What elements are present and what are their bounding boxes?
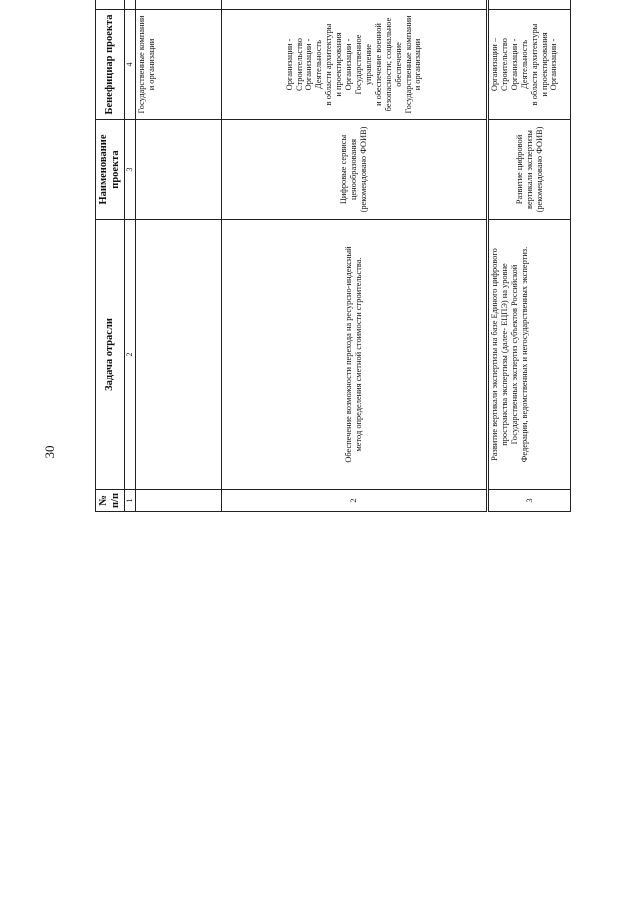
- row-beneficiary: Организации - Строительство Организации - Деятельность в области архитектуры и проектирования Организации - Государственное управление и обеспечение военной безопасности; социальное обеспечение Государственные компании и организации: [222, 10, 488, 120]
- col-index: 1: [125, 490, 136, 512]
- row-benefits: [222, 0, 488, 10]
- table-header-row: [96, 0, 125, 512]
- row-project: [136, 120, 222, 220]
- row-task: Развитие вертикали экспертизы на базе Единого цифрового пространства экспертизы (далее- ЕЦПЭ) на уровне Государственных экспертиз субъектов Российской Федерации, ведомственных и негосударственных экспертиз.: [488, 220, 571, 490]
- row-task: [136, 220, 222, 490]
- col-index: 2: [125, 220, 136, 490]
- column-index-row: [125, 0, 136, 512]
- row-num: 2: [222, 490, 488, 512]
- row-project: Развитие цифровой вертикали экспертизы (рекомендовано ФОИВ): [488, 120, 571, 220]
- row-beneficiary: Организации – Строительство Организации - Деятельность в области архитектуры и проектирования Организации -: [488, 10, 571, 120]
- header-num: № п/п: [96, 490, 125, 512]
- row-project: Цифровые сервисы ценообразования (рекомендовано ФОИВ): [222, 120, 488, 220]
- rotated-page: [95, 14, 577, 880]
- row-num: [136, 490, 222, 512]
- col-index: 4: [125, 10, 136, 120]
- table-row: [136, 0, 222, 512]
- row-benefits: [136, 0, 222, 10]
- col-index: 3: [125, 120, 136, 220]
- projects-table: [95, 0, 571, 512]
- row-num: 3: [488, 490, 571, 512]
- row-benefits: [488, 0, 571, 10]
- page-number: 30: [42, 445, 57, 459]
- table-row: [488, 0, 571, 512]
- header-project: Наименование проекта: [96, 120, 125, 220]
- header-task: Задача отрасли: [96, 220, 125, 490]
- col-index: [125, 0, 136, 10]
- rotated-content: [95, 0, 577, 512]
- row-beneficiary: Государственные компании и организации: [136, 10, 222, 120]
- table-row: [222, 0, 488, 512]
- header-beneficiary: Бенефициар проекта: [96, 10, 125, 120]
- row-task: Обеспечение возможности перехода на ресурсно-индексный метод определения сметной стоимости строительства.: [222, 220, 488, 490]
- header-benefits: [96, 0, 125, 10]
